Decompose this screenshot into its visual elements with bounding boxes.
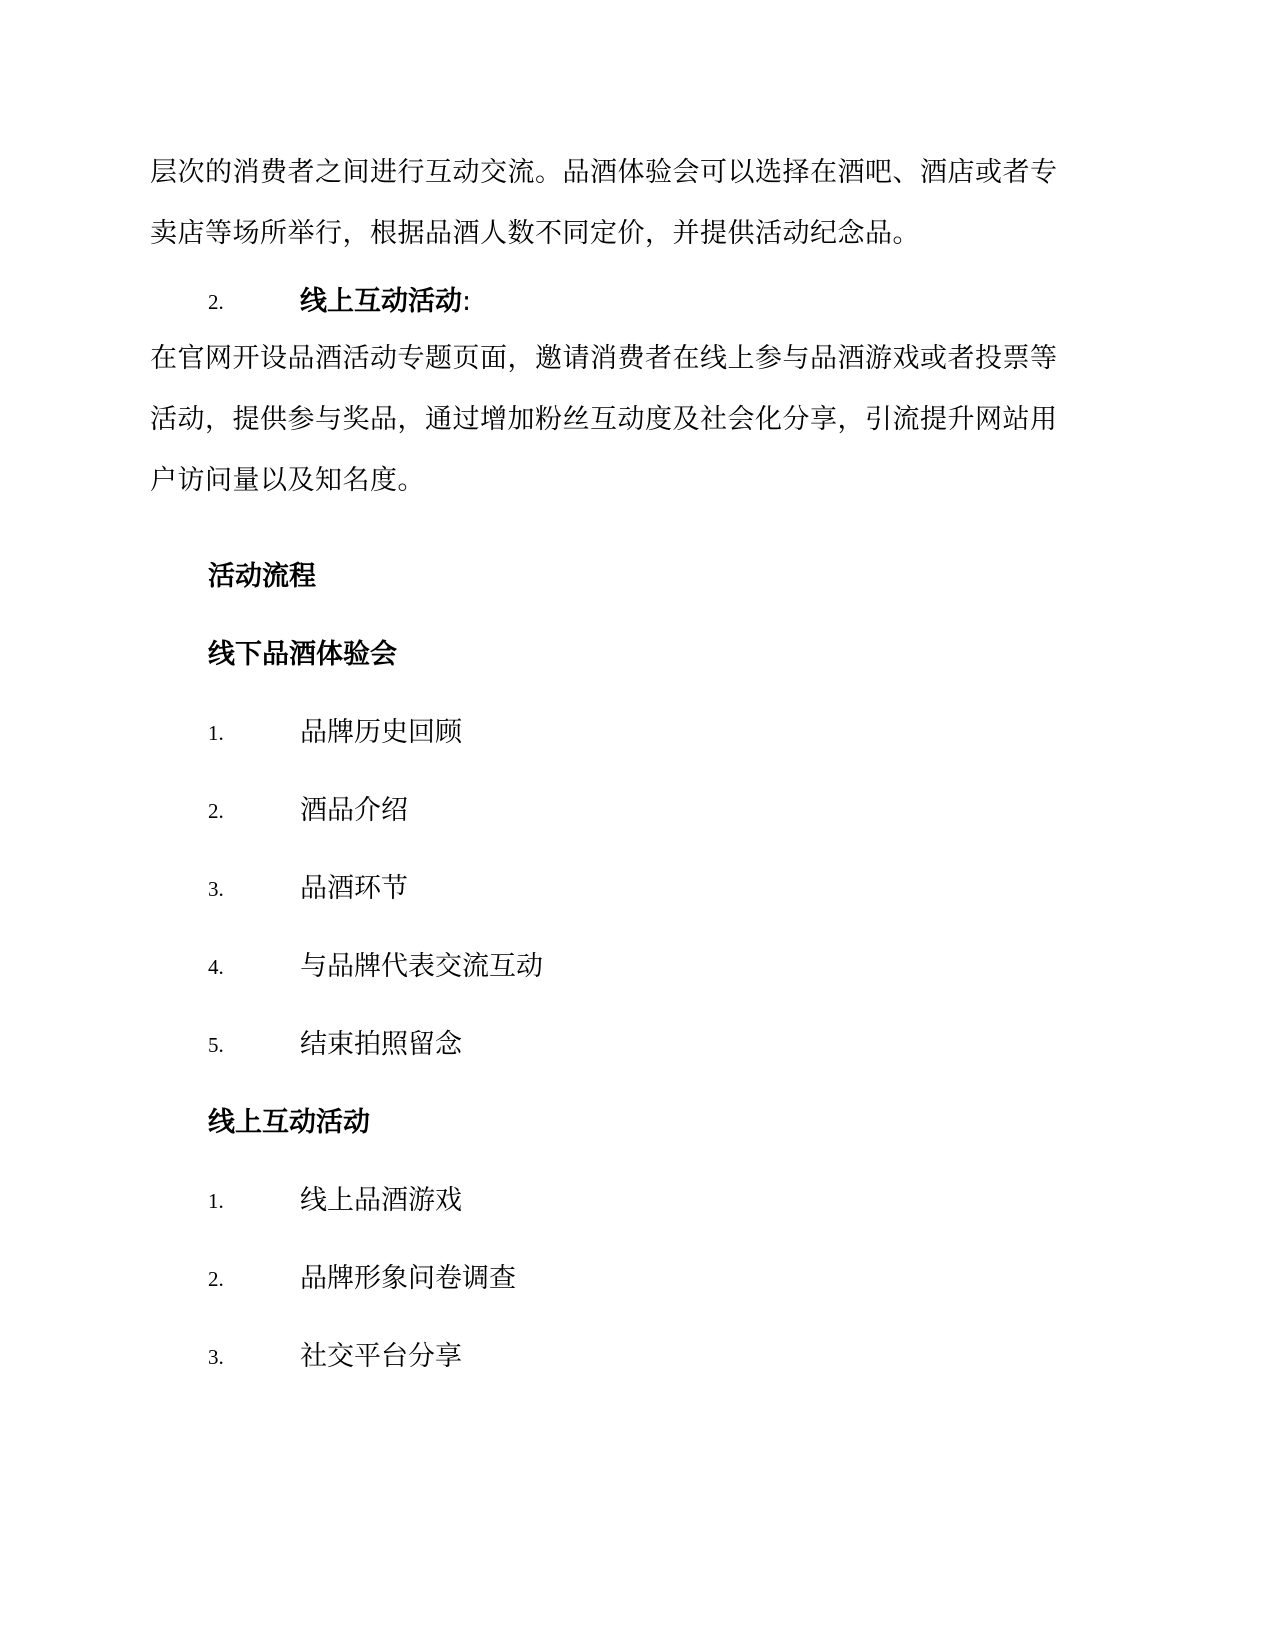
- list-item-label: 品牌形象问卷调查: [300, 1263, 516, 1294]
- list-number: 3.: [208, 877, 224, 901]
- list-item-label: 品酒环节: [300, 873, 408, 904]
- list-item-title: [300, 282, 471, 322]
- list-item-label: 品牌历史回顾: [300, 717, 462, 748]
- paragraph-line: 活动，提供参与奖品，通过增加粉丝互动度及社会化分享，引流提升网站用: [150, 404, 1058, 435]
- process-heading: 活动流程: [208, 561, 316, 592]
- online-heading: 线上互动活动: [208, 1107, 370, 1138]
- online-description-paragraph: [150, 328, 1125, 511]
- list-number: 2.: [208, 1267, 224, 1291]
- list-number: 5.: [208, 1033, 224, 1057]
- list-item-label: 线上品酒游戏: [300, 1185, 462, 1216]
- paragraph-line: 户访问量以及知名度。: [150, 465, 425, 496]
- list-number: 2.: [208, 799, 224, 823]
- list-number: 4.: [208, 955, 224, 979]
- list-item-title-text: 线上互动活动: [300, 286, 462, 317]
- paragraph-line: 在官网开设品酒活动专题页面，邀请消费者在线上参与品酒游戏或者投票等: [150, 343, 1058, 374]
- colon: :: [462, 286, 472, 317]
- list-number: 1.: [208, 721, 224, 745]
- paragraph-line: 层次的消费者之间进行互动交流。品酒体验会可以选择在酒吧、酒店或者专: [150, 157, 1058, 188]
- paragraph-line: 卖店等场所举行，根据品酒人数不同定价，并提供活动纪念品。: [150, 218, 920, 249]
- list-item-label: 酒品介绍: [300, 795, 408, 826]
- list-item-label: 社交平台分享: [300, 1341, 462, 1372]
- list-number: 3.: [208, 1345, 224, 1369]
- offline-heading: 线下品酒体验会: [208, 639, 397, 670]
- list-number: 2.: [208, 290, 224, 314]
- list-item-label: 结束拍照留念: [300, 1029, 462, 1060]
- list-item-label: 与品牌代表交流互动: [300, 951, 543, 982]
- list-number: 1.: [208, 1189, 224, 1213]
- intro-paragraph: [150, 142, 1125, 264]
